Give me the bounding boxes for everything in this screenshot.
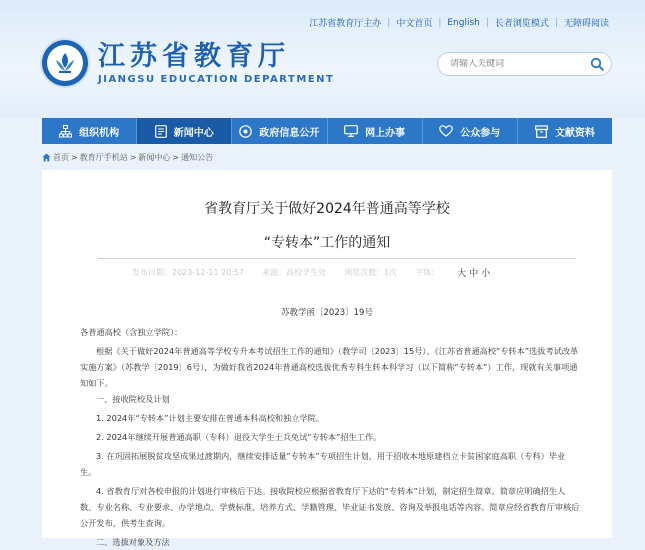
chinese-home-link[interactable]: 中文首页 [396, 19, 433, 29]
site-logo[interactable] [42, 40, 334, 86]
search-input[interactable] [450, 59, 585, 69]
archive-icon [535, 125, 548, 138]
article-source: 来源：高校学生处 [262, 268, 327, 277]
org-chart-icon [59, 125, 72, 138]
nav-item-news[interactable]: 新闻中心 [137, 118, 232, 144]
salutation: 各普通高校（含独立学院）： [80, 327, 183, 337]
nav-item-organization[interactable]: 组织机构 [42, 118, 137, 144]
sponsor-text: 江苏省教育厅主办 [309, 19, 382, 29]
nav-item-documents[interactable]: 文献资料 [518, 118, 612, 144]
font-size-control: 字体： [415, 268, 440, 277]
info-disclosure-icon [239, 125, 252, 138]
paragraph: 4. 省教育厅对各校申报的计划进行审核后下达。接收院校应根据省教育厅下达的“专转本”计划，制定招生简章。简章应明确招生人数、专业名称、专业要求、办学地点、学费标准、培养方式、学籍管理、毕业证书发放、咨询及举报电话等内容。简章应经省教育厅审核后公开发布，供考生查询。 [80, 486, 580, 528]
breadcrumb-notices[interactable]: 通知公告 [181, 153, 214, 162]
site-header [0, 0, 645, 118]
breadcrumb-mobile-site[interactable]: 教育厅手机站 [79, 153, 128, 162]
section-heading: 一、接收院校及计划 [96, 394, 170, 404]
top-links: 江苏省教育厅主办 | 中文首页 | English | 长者浏览模式 | 无障碍阅读 [309, 17, 609, 29]
breadcrumb: 首页 > 教育厅手机站 > 新闻中心 > 通知公告 [42, 152, 213, 163]
main-nav [42, 118, 612, 144]
publish-date: 发布日期：2023-12-11 20:57 [132, 268, 245, 277]
english-link[interactable]: English [447, 17, 480, 28]
font-size-options [457, 266, 490, 279]
paragraph: 2. 2024年继续开展普通高职（专科）退役大学生士兵免试“专转本”招生工作。 [96, 432, 382, 442]
search-icon[interactable] [587, 55, 607, 73]
nav-item-info-disclosure[interactable]: 政府信息公开 [232, 118, 327, 144]
accessibility-link[interactable]: 无障碍阅读 [563, 19, 609, 29]
article-body [80, 324, 580, 550]
font-size-small[interactable]: 小 [481, 269, 491, 279]
home-icon [42, 153, 51, 162]
heart-icon [439, 125, 453, 137]
paragraph: 1. 2024年“专转本”计划主要安排在普通本科高校和独立学院。 [96, 413, 325, 423]
paragraph: 根据《关于做好2024年普通高等学校专升本考试招生工作的通知》（教学司〔2023〕15号）、《江苏省普通高校“专转本”选拔考试改革实施方案》（苏教学〔2019〕6号），为做好我省2024年普通高校选拔优秀专科生转本科学习（以下简称“专转本”）工作，现就有关事项通知如下。 [80, 346, 579, 388]
nav-item-public-participation[interactable]: 公众参与 [423, 118, 518, 144]
document-number: 苏教学函〔2023〕19号 [281, 308, 373, 318]
article-title-line1: 省教育厅关于做好2024年普通高等学校 [204, 201, 450, 217]
breadcrumb-home[interactable]: 首页 [53, 153, 69, 162]
nav-item-online-services[interactable]: 网上办事 [328, 118, 423, 144]
breadcrumb-news-center[interactable]: 新闻中心 [138, 153, 171, 162]
search-box [437, 52, 612, 76]
view-count: 浏览次数：1次 [344, 268, 398, 277]
article-meta [132, 266, 490, 279]
monitor-icon [344, 125, 358, 137]
section-heading: 二、选拔对象及方法 [96, 537, 170, 547]
font-size-medium[interactable]: 中 [469, 269, 479, 279]
emblem-icon [42, 40, 88, 86]
font-size-large[interactable]: 大 [457, 269, 467, 279]
paragraph: 3. 在巩固拓展脱贫攻坚成果过渡期内，继续安排适量“专转本”专项招生计划，用于招收本地原建档立卡贫困家庭高职（专科）毕业生。 [80, 451, 566, 477]
logo-title-cn: 江苏省教育厅 [98, 40, 290, 72]
news-doc-icon [155, 125, 167, 138]
article-title-line2: “专转本”工作的通知 [263, 235, 391, 251]
title-divider [98, 258, 576, 259]
elder-mode-link[interactable]: 长者浏览模式 [494, 19, 549, 29]
logo-title-en: JIANGSU EDUCATION DEPARTMENT [98, 73, 335, 85]
article-panel [42, 170, 612, 547]
